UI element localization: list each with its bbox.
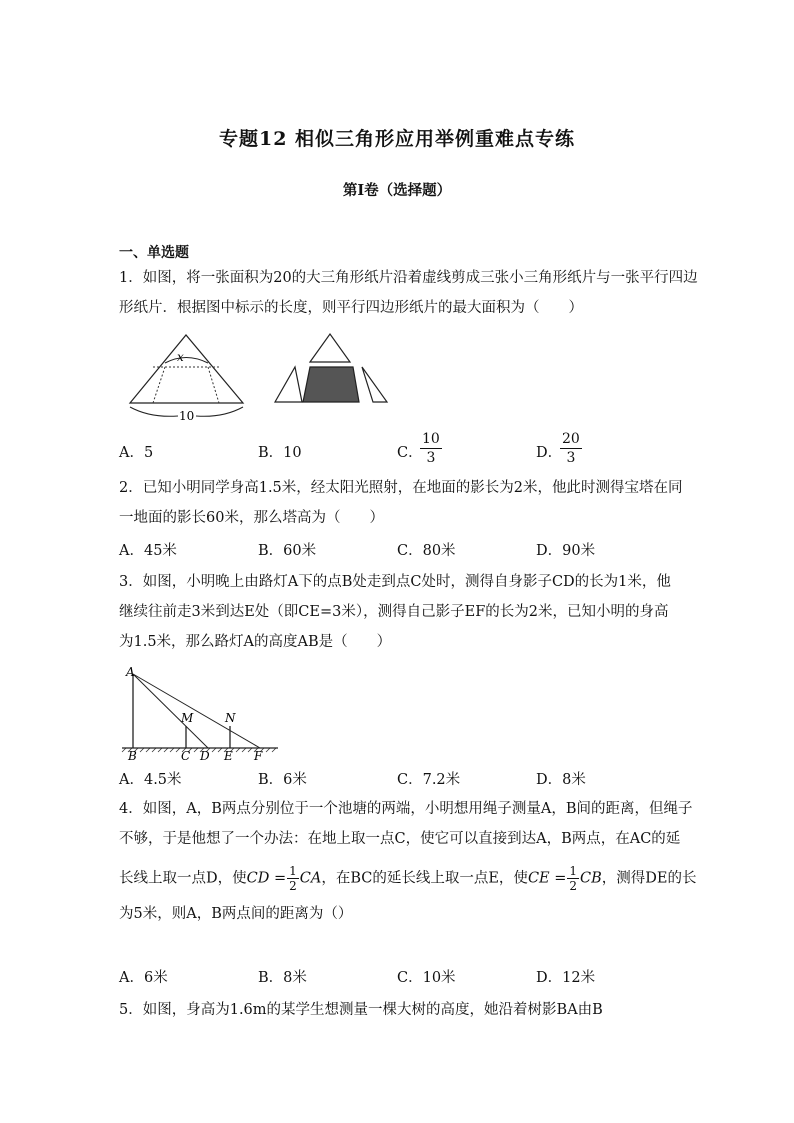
q1-x-arc [165,358,208,364]
q3-text-line3: 为1.5米，那么路灯A的高度AB是（ ） [119,634,392,650]
q2-option-c: C．80米 [397,543,456,559]
q3-label-B: B [128,749,137,760]
q3-option-a: A．4.5米 [119,772,182,788]
q5-text-line1: 5．如图，身高为1.6m的某学生想测量一棵大树的高度，她沿着树影BA由B [119,1002,603,1018]
q4-text-line1: 4．如图，A，B两点分别位于一个池塘的两端，小明想用绳子测量A，B间的距离，但绳子 [119,801,693,817]
q4-text-line2: 不够，于是他想了一个办法：在地上取一点C，使它可以直接到达A，B两点，在AC的延 [119,831,681,847]
q4-text-line4: 为5米，则A，B两点间的距离为（） [119,906,353,922]
q2-option-a: A．45米 [119,543,177,559]
q1-option-d-fraction [560,430,582,467]
q1-piece-right [362,367,387,402]
q1-label-10: 10 [179,409,195,423]
q2-text-line2: 一地面的影长60米，那么塔高为（ ） [119,510,384,526]
q3-figure [118,660,283,760]
q4-eq2-rhs: CB [580,870,602,887]
q4-eq1-fraction [287,864,299,893]
q4-eq2-fraction [567,864,579,893]
q1-option-a: A．5 [119,445,154,461]
q1-text-line1: 1．如图，将一张面积为20的大三角形纸片沿着虚线剪成三张小三角形纸片与一张平行四边 [119,270,698,286]
q3-label-N: N [225,711,236,725]
q3-text-line2: 继续往前走3米到达E处（即CE=3米），测得自己影子EF的长为2米，已知小明的身高 [119,604,669,620]
q4-option-b: B．8米 [258,970,307,986]
q4-eq1-lhs: CD = [246,870,287,887]
q4-line3-part-c: ，测得DE的长 [601,870,697,887]
q4-eq1-den: 2 [289,879,297,893]
q1-parallelogram [303,367,359,402]
q1-big-triangle [130,335,243,403]
q4-option-d: D．12米 [536,970,596,986]
q4-text-line3 [119,864,697,893]
q3-option-d: D．8米 [536,772,586,788]
q4-eq2-lhs: CE = [527,870,567,887]
q2-option-b: B．60米 [258,543,317,559]
q3-label-D: D [200,749,210,760]
q4-line3-part-a: 长线上取一点D，使 [119,870,247,887]
q4-eq1-num: 1 [289,864,297,878]
q4-option-c: C．10米 [397,970,456,986]
q1-option-b: B．10 [258,445,302,461]
q1-option-c-den: 3 [426,450,436,466]
q1-option-c-prefix: C． [397,445,423,461]
q1-text-line2: 形纸片．根据图中标示的长度，则平行四边形纸片的最大面积为（ ） [119,300,583,316]
q2-text-line1: 2．已知小明同学身高1.5米，经太阳光照射，在地面的影长为2米，他此时测得宝塔在同 [119,480,683,496]
q4-option-a: A．6米 [119,970,168,986]
q3-label-A: A [126,665,135,679]
page-title: 专题12 相似三角形应用举例重难点专练 [218,128,576,150]
q4-eq2-num: 1 [569,864,578,878]
volume-subtitle: 第I卷（选择题） [342,182,452,199]
q1-label-x: x [177,350,184,364]
q3-option-c: C．7.2米 [397,772,461,788]
q4-eq2-den: 2 [569,879,578,893]
q3-label-C: C [181,749,191,760]
q3-label-F: F [254,749,263,760]
q3-label-E: E [224,749,233,760]
q1-option-d-num: 20 [562,431,580,447]
q1-base-arc-right [196,407,243,416]
q1-option-d-prefix: D． [536,445,563,461]
q4-line3-part-b: ，在BC的延长线上取一点E，使 [321,870,528,887]
q3-option-b: B．6米 [258,772,307,788]
q1-option-c-fraction [420,430,442,467]
q1-option-c-num: 10 [422,431,440,447]
q3-label-M: M [181,711,194,725]
section-heading: 一、单选题 [119,245,189,261]
q1-option-d-den: 3 [566,450,576,466]
q3-text-line1: 3．如图，小明晚上由路灯A下的点B处走到点C处时，测得自身影子CD的长为1米，他 [119,574,671,590]
q1-piece-left [275,367,302,402]
q2-option-d: D．90米 [536,543,596,559]
q1-piece-top [310,334,350,362]
q1-figure [120,330,430,425]
q1-base-arc-left [130,407,178,416]
q4-eq1-rhs: CA [299,870,322,887]
